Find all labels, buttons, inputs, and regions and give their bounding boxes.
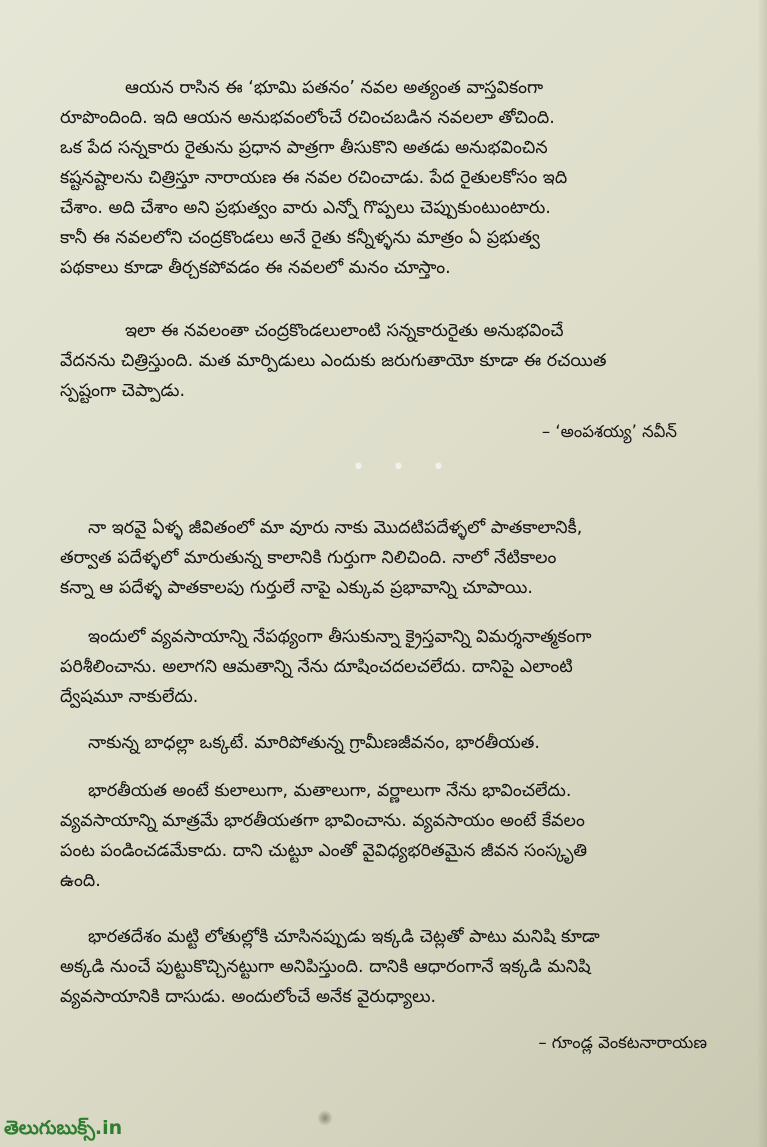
- author-paragraph-4: [60, 776, 680, 896]
- attribution-naveen: – ‘అంపశయ్య’ నవీన్: [541, 422, 677, 441]
- text-line: వేదనను చిత్రిస్తుంది. మత మార్పిడులు ఎందుకు జరుగుతాయో కూడా ఈ రచయిత: [60, 351, 607, 371]
- text-line: భారతీయత అంటే కులాలుగా, మతాలుగా, వర్ణాలుగా నేను భావించలేదు.: [88, 781, 572, 801]
- review-paragraph-1: [60, 73, 680, 283]
- text-line: పథకాలు కూడా తీర్చకపోవడం ఈ నవలలో మనం చూస్తాం.: [60, 258, 451, 278]
- text-line: రూపొందింది. ఇది ఆయన అనుభవంలోంచే రచించబడిన నవలలా తోచింది.: [60, 108, 555, 128]
- text-line: వ్యవసాయాన్ని మాత్రమే భారతీయతగా భావించాను. వ్యవసాయం అంటే కేవలం: [60, 811, 585, 831]
- text-line: ఉంది.: [60, 871, 101, 891]
- author-paragraph-1: [60, 513, 680, 603]
- attribution-author: – గూండ్ల వెంకటనారాయణ: [538, 1033, 707, 1052]
- review-paragraph-2: [60, 316, 680, 406]
- text-line: నా ఇరవై ఏళ్ళ జీవితంలో మా వూరు నాకు మొదటిపదేళ్ళలో పాతకాలానికీ,: [88, 518, 583, 538]
- text-line: తర్వాత పదేళ్ళలో మారుతున్న కాలానికి గుర్తుగా నిలిచింది. నాలో నేటికాలం: [60, 548, 557, 568]
- text-line: పంట పండించడమేకాదు. దాని చుట్టూ ఎంతో వైవిధ్యభరితమైన జీవన సంస్కృతి: [60, 841, 588, 861]
- text-line: చేశాం. అది చేశాం అని ప్రభుత్వం వారు ఎన్నో గొప్పలు చెప్పుకుంటుంటారు.: [60, 198, 551, 218]
- paper-smudge: [318, 1110, 332, 1126]
- page-edge-shadow: [757, 0, 767, 1147]
- author-paragraph-5: [60, 922, 680, 1012]
- text-line: ఆయన రాసిన ఈ ‘భూమి పతనం’ నవల అత్యంత వాస్తవికంగా: [125, 78, 544, 98]
- text-line: స్పష్టంగా చెప్పాడు.: [60, 381, 186, 401]
- text-line: ఒక పేద సన్నకారు రైతును ప్రధాన పాత్రగా తీసుకొని అతడు అనుభవించిన: [60, 138, 548, 158]
- text-line: భారతదేశం మట్టి లోతుల్లోకి చూసినప్పుడు ఇక్కడి చెట్లతో పాటు మనిషి కూడా: [88, 927, 600, 947]
- text-line: అక్కడి నుంచే పుట్టుకొచ్చినట్టుగా అనిపిస్తుంది. దానికి ఆధారంగానే ఇక్కడి మనిషి: [60, 957, 591, 977]
- text-line: పరిశీలించాను. అలాగని ఆమతాన్ని నేను దూషించదలచలేదు. దానిపై ఎలాంటి: [60, 657, 573, 677]
- author-paragraph-3: [60, 728, 680, 758]
- text-line: ద్వేషమూ నాకులేదు.: [60, 687, 199, 707]
- text-line: ఇలా ఈ నవలంతా చంద్రకొండలులాంటి సన్నకారురైతు అనుభవించే: [125, 321, 564, 341]
- site-watermark: తెలుగుబుక్స్.in: [4, 1117, 123, 1139]
- text-line: కన్నా ఆ పదేళ్ళ పాతకాలపు గుర్తులే నాపై ఎక్కువ ప్రభావాన్ని చూపాయి.: [60, 578, 533, 598]
- author-paragraph-2: [60, 622, 680, 712]
- text-line: కష్టనష్టాలను చిత్రిస్తూ నారాయణ ఈ నవల రచించాడు. పేద రైతులకోసం ఇది: [60, 168, 568, 188]
- text-line: కానీ ఈ నవలలోని చంద్రకొండలు అనే రైతు కన్నీళ్ళను మాత్రం ఏ ప్రభుత్వ: [60, 228, 540, 248]
- text-line: నాకున్న బాధల్లా ఒక్కటే. మారిపోతున్న గ్రామీణజీవనం, భారతీయత.: [88, 733, 540, 753]
- section-separator: • • •: [352, 455, 455, 480]
- text-line: ఇందులో వ్యవసాయాన్ని నేపథ్యంగా తీసుకున్నా క్రైస్తవాన్ని విమర్శనాత్మకంగా: [88, 627, 592, 647]
- text-line: వ్యవసాయానికి దాసుడు. అందులోంచే అనేక వైరుధ్యాలు.: [60, 987, 437, 1007]
